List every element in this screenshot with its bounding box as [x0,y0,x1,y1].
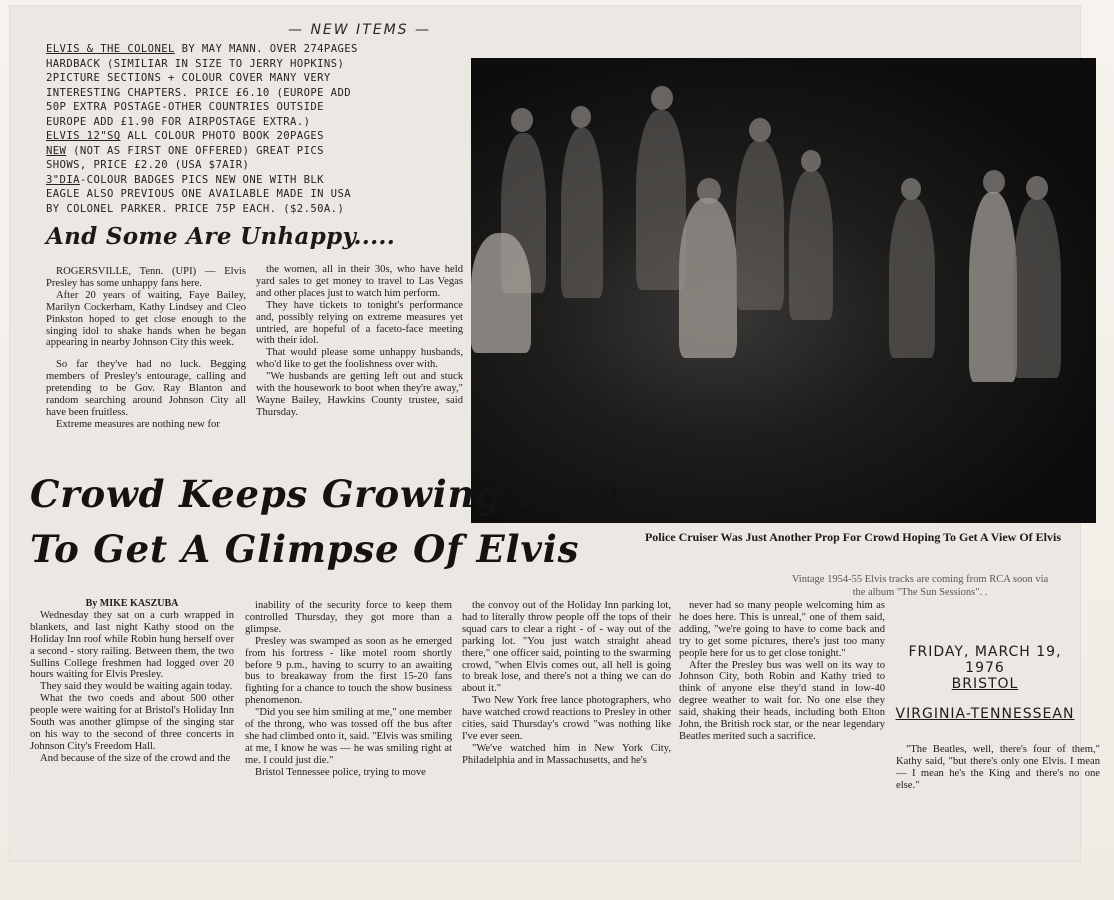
photo-figure-head [749,118,771,142]
photo-figure [789,170,833,320]
paragraph: ROGERSVILLE, Tenn. (UPI) — Elvis Presley has some unhappy fans here. [46,266,246,289]
paragraph: They have tickets to tonight's performance and, possibly relying on extreme measures yet untried, are hopeful of a faceto-face meeting with their idol. [256,299,463,347]
photo-figure [969,192,1017,382]
photo-figure-head [801,150,821,172]
typed-line: NEW (NOT AS FIRST ONE OFFERED) GREAT PICS [46,144,324,157]
handwritten-header: — NEW ITEMS — [288,22,432,38]
article1-headline: And Some Are Unhappy..... [46,223,396,250]
masthead-city [890,676,1080,692]
paragraph: Two New York free lance photographers, who have watched crowd reactions to Presley in other cities, said Thursday's crowd "was nothing like I've ever seen. [462,695,671,742]
paragraph: Wednesday they sat on a curb wrapped in blankets, and last night Kathy stood on the Holiday Inn roof while Robin hung herself over a second - story railing. Between them, the two Sullins College freshmen had logged over 20 hours waiting for Elvis Presley. [30,609,234,681]
typed-line: BY COLONEL PARKER. PRICE 75P EACH. ($2.50A.) [46,202,345,215]
photo-figure-head [571,106,591,128]
paragraph: never had so many people welcoming him as he does here. This is unreal," one of them said, adding, "we're going to have to come back and try to get some pictures, there's just too many people here for us to get close tonight." [679,600,885,659]
masthead-paper-text: VIRGINIA-TENNESSEAN [895,706,1075,722]
paragraph: "We husbands are getting left out and stuck with the housework to boot when they're away," Wayne Bailey, Hawkins County trustee, said Thursday. [256,371,463,418]
paragraph: "Did you see him smiling at me," one member of the throng, who was tossed off the bus after she had climbed onto it, said. "Elvis was smiling at me, I know he was — he was smiling right at me. I could just die." [245,707,452,766]
masthead-paper [890,706,1080,722]
typed-line: SHOWS, PRICE £2.20 (USA $7AIR) [46,159,250,171]
paragraph: Extreme measures are nothing new for [56,418,220,430]
typed-line: 50P EXTRA POSTAGE-OTHER COUNTRIES OUTSIDE [46,101,324,113]
photo-figure [471,233,531,353]
paragraph: They said they would be waiting again today. [40,681,233,693]
photo-figure-head [511,108,533,132]
photo-credit-note: Vintage 1954-55 Elvis tracks are coming from RCA soon via the album "The Sun Sessions". . [791,574,1049,598]
photo-figure-head [901,178,921,200]
photo-caption: Police Cruiser Was Just Another Prop For Crowd Hoping To Get A View Of Elvis [644,530,1062,544]
photo-figure [736,140,784,310]
article2-column-1 [30,598,234,765]
paragraph: What the two coeds and about 500 other people were waiting for at Bristol's Holiday Inn South was another glimpse of the singing star on his way to the second of three concerts in Johnson City's Freedom Hall. [30,693,234,752]
typed-line: ELVIS 12"SQ ALL COLOUR PHOTO BOOK 20PAGES [46,130,324,142]
typed-line: 2PICTURE SECTIONS + COLOUR COVER MANY VERY [46,72,331,84]
photo-figure-head [1026,176,1048,200]
paragraph: That would please some unhappy husbands, who'd like to get the foolishness over with. [256,347,463,371]
photo-figure [679,198,737,358]
paragraph: the convoy out of the Holiday Inn parking lot, had to literally throw people off the tops of their squad cars to clear a right - of - way out of the parking lot. "You just watch straight ahead there," one officer said, pointing to the swarming crowd, "when Elvis comes out, all hell is going to break lose, and there's not a thing we can do about it." [462,600,671,695]
photo-figure [889,198,935,358]
paragraph: "We've watched him in New York City, Philadelphia and in Massachusetts, and he's [462,742,671,766]
typed-notes [46,42,486,216]
article2-column-4 [679,600,885,743]
crowd-photo [471,58,1096,523]
paragraph: Presley was swamped as soon as he emerged from his fortress - like motel room shortly before 9 p.m., having to scurry to an awaiting bus to breakaway from the first 15-20 fans fighting for a chance to touch the show business phenomenon. [245,635,452,707]
paragraph: the women, all in their 30s, who have held yard sales to get money to travel to Las Vegas and other places just to watch him perform. [256,264,463,299]
paragraph: Bristol Tennessee police, trying to move [255,766,426,778]
typed-line: EAGLE ALSO PREVIOUS ONE AVAILABLE MADE IN USA [46,188,352,200]
article2-headline-line2: To Get A Glimpse Of Elvis [30,527,580,571]
photo-figure-head [651,86,673,110]
paragraph: inability of the security force to keep them controlled Thursday, they got more than a glimpse. [245,600,452,635]
typed-line: HARDBACK (SIMILIAR IN SIZE TO JERRY HOPKINS) [46,57,345,70]
photo-figure [561,128,603,298]
article2-column-2 [245,600,452,779]
masthead-date: FRIDAY, MARCH 19, 1976 [908,644,1062,676]
typed-line: 3"DIA-COLOUR BADGES PICS NEW ONE WITH BLK [46,173,324,186]
article1-column-1 [46,266,246,431]
article1-column-2 [256,264,463,419]
closing-quote: "The Beatles, well, there's four of them," Kathy said, "but there's only one Elvis. I mean — I mean he's the King and there's no one else." [896,744,1100,791]
typed-line: ELVIS & THE COLONEL BY MAY MANN. OVER 274PAGES [46,43,358,55]
photo-figure-head [983,170,1005,194]
typed-line: INTERESTING CHAPTERS. PRICE £6.10 (EUROPE ADD [46,86,352,99]
paragraph: After the Presley bus was well on its way to Johnson City, both Robin and Kathy tried to think of anyone else they'd stand in low-40 degree weather to wait for. No one else they said, shaking their heads, including both Elton John, the British rock star, or the near legendary Beatles merited such a sacrifice. [679,659,885,742]
byline: By MIKE KASZUBA [85,598,179,609]
paragraph: After 20 years of waiting, Faye Bailey, Marilyn Cockerham, Kathy Lindsey and Cleo Pinkston hoped to get close enough to the singing idol to shake hands when he began appearing in nearby Johnson City this week. [46,289,246,349]
typed-line: EUROPE ADD £1.90 FOR AIRPOSTAGE EXTRA.) [46,115,311,128]
article2-headline-line1: Crowd Keeps Growing Here [30,472,621,516]
masthead-city-text: BRISTOL [951,676,1019,692]
paragraph: So far they've had no luck. Begging members of Presley's entourage, calling and pretending to be Gov. Ray Blanton and random searching around Johnson City all have been fruitless. [46,359,246,418]
paragraph: And because of the size of the crowd and the [40,752,231,764]
article2-column-3 [462,600,671,767]
photo-figure [1013,198,1061,378]
